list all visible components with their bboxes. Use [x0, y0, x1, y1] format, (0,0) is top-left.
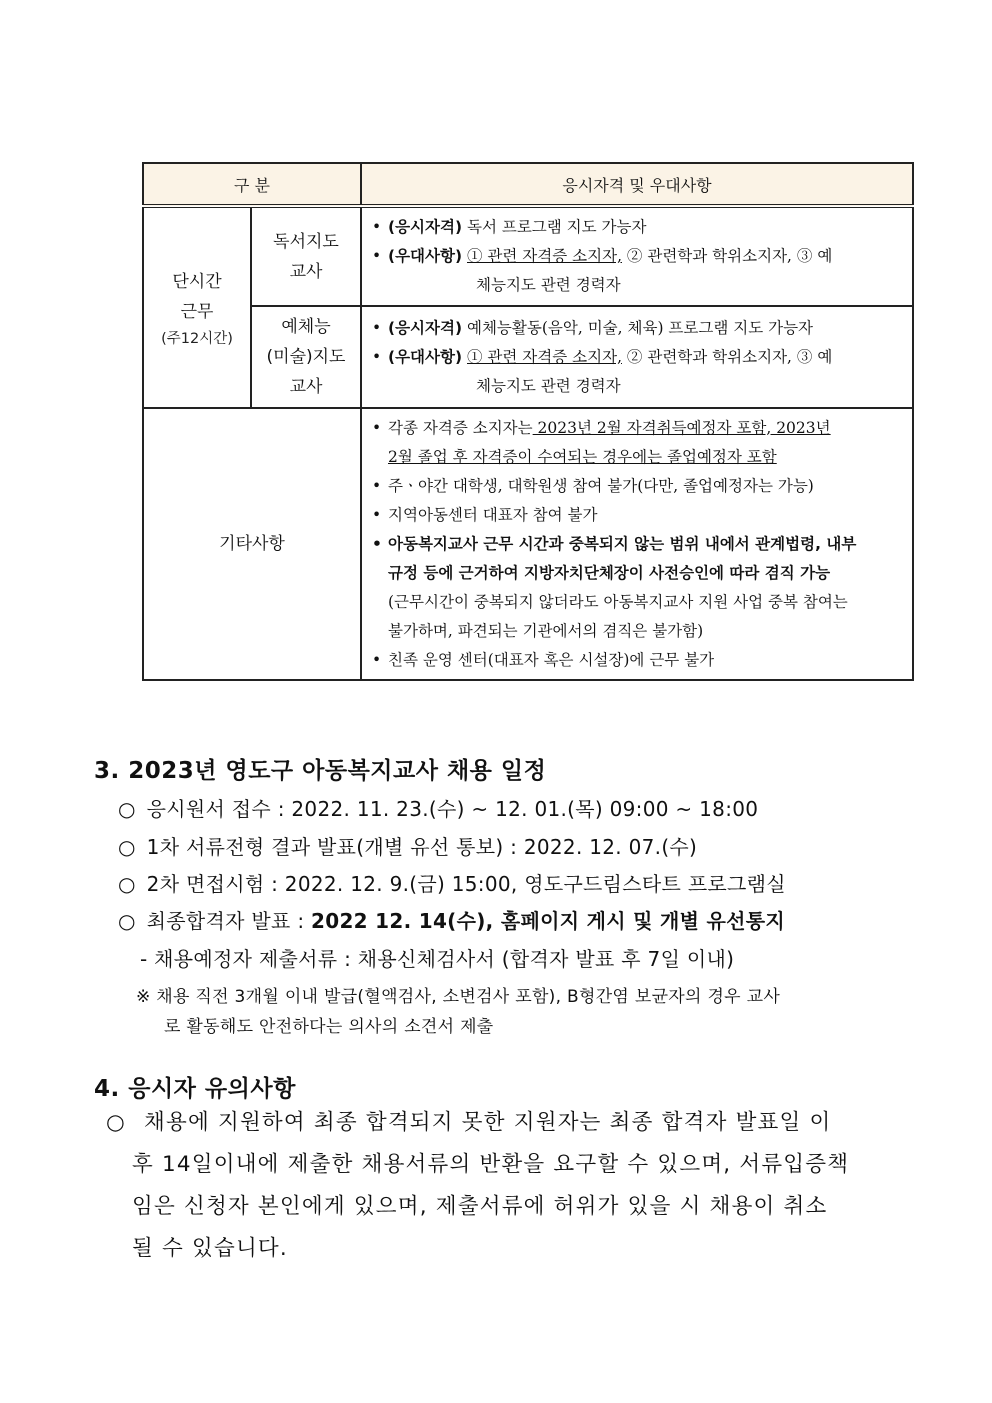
table-header-row	[143, 163, 913, 206]
schedule-item-bold: 2022 12. 14(수), 홈페이지 게시 및 개별 유선통지	[311, 909, 785, 933]
list-item-continuation: 규정 등에 근거하여 지방자치단체장이 사전승인에 따라 겸직 가능	[388, 563, 831, 582]
group-label-cell	[143, 206, 251, 408]
notice-line3: 임은 신청자 본인에게 있으며, 제출서류에 허위가 있을 시 채용이 취소	[132, 1194, 828, 1219]
qualification-cell-reading	[361, 206, 913, 306]
qualification-cell-arts	[361, 306, 913, 408]
qual-text: 독서 프로그램 지도 가능자	[462, 218, 647, 236]
note-text: 채용 직전 3개월 이내 발급(혈액검사, 소변검사 포함), B형간염 보균자의 경우 교사	[156, 987, 781, 1007]
other-b1-underlined1: 2023년 2월 자격취득예정자 포함, 2023년	[532, 418, 831, 437]
circle-bullet-icon: ○	[118, 797, 136, 821]
pref-label: (우대사항)	[388, 347, 463, 366]
list-item: • 주ㆍ야간 대학생, 대학원생 참여 불가(다만, 졸업예정자는 가능)	[370, 472, 904, 501]
role-name-line1: 예체능	[281, 317, 331, 337]
pref-continuation: 체능지도 관련 경력자	[476, 276, 621, 294]
circle-bullet-icon: ○	[118, 909, 136, 933]
pref-rest: ② 관련학과 학위소지자, ③ 예	[622, 247, 833, 265]
schedule-item-text: 1차 서류전형 결과 발표(개별 유선 통보) : 2022. 12. 07.(수)	[146, 835, 698, 859]
schedule-item-text: 최종합격자 발표 :	[146, 909, 312, 933]
pref-continuation: 체능지도 관련 경력자	[476, 376, 621, 395]
other-details-cell	[361, 408, 913, 680]
header-category: 구 분	[143, 163, 361, 206]
pref-underlined: ① 관련 자격증 소지자,	[467, 347, 622, 366]
role-cell-reading	[251, 206, 361, 306]
table-row	[143, 408, 913, 680]
list-item	[370, 213, 904, 242]
circle-bullet-icon: ○	[106, 1110, 126, 1135]
qual-label: (응시자격)	[388, 318, 463, 337]
pref-underlined: ① 관련 자격증 소지자,	[467, 247, 622, 265]
schedule-item	[118, 831, 697, 860]
role-name-line2: (미술)지도	[266, 347, 346, 367]
schedule-item	[118, 793, 758, 822]
group-label-note: (주12시간)	[161, 331, 233, 347]
schedule-item-text: 응시원서 접수 : 2022. 11. 23.(수) ~ 12. 01.(목) 09:00 ~ 18:00	[146, 797, 759, 821]
list-item-continuation	[370, 443, 904, 472]
schedule-item	[118, 905, 785, 934]
role-cell-arts	[251, 306, 361, 408]
list-item	[370, 343, 904, 372]
schedule-item-text: 2차 면접시험 : 2022. 12. 9.(금) 15:00, 영도구드림스타트 프로그램실	[146, 872, 786, 896]
header-qualification: 응시자격 및 우대사항	[361, 163, 913, 206]
notice-line2: 후 14일이내에 제출한 채용서류의 반환을 요구할 수 있으며, 서류입증책	[132, 1152, 850, 1177]
section4-title: 4. 응시자 유의사항	[94, 1076, 296, 1102]
other-label-cell	[143, 408, 361, 680]
role-name-line3: 교사	[289, 377, 323, 397]
pref-label: (우대사항)	[388, 247, 463, 265]
note-line2: 로 활동해도 안전하다는 의사의 소견서 제출	[164, 1017, 494, 1037]
role-name-line1: 독서지도	[273, 231, 339, 252]
other-label: 기타사항	[219, 534, 285, 554]
qual-text: 예체능활동(음악, 미술, 체육) 프로그램 지도 가능자	[462, 318, 814, 337]
group-label-line1: 단시간	[172, 272, 222, 292]
qualification-table	[142, 162, 914, 681]
group-label-line2: 근무	[180, 302, 214, 322]
circle-bullet-icon: ○	[118, 872, 136, 896]
list-item: • 아동복지교사 근무 시간과 중복되지 않는 범위 내에서 관계법령, 내부	[370, 530, 904, 559]
other-note-line2: 불가하며, 파견되는 기관에서의 겸직은 불가함)	[388, 621, 704, 640]
table-row	[143, 206, 913, 306]
note-line1	[136, 982, 780, 1007]
qual-label: (응시자격)	[388, 218, 463, 236]
list-item	[370, 242, 904, 271]
notice-text: 채용에 지원하여 최종 합격되지 못한 지원자는 최종 합격자 발표일 이	[144, 1110, 832, 1135]
notice-line1	[106, 1105, 832, 1136]
note-mark: ※	[136, 987, 151, 1007]
notice-line4: 될 수 있습니다.	[132, 1236, 288, 1261]
list-item: • 지역아동센터 대표자 참여 불가	[370, 501, 904, 530]
list-item	[370, 314, 904, 343]
table-row	[143, 306, 913, 408]
section3-title: 3. 2023년 영도구 아동복지교사 채용 일정	[94, 758, 547, 784]
list-item: • 친족 운영 센터(대표자 혹은 시설장)에 근무 불가	[370, 646, 904, 675]
other-note-line1: (근무시간이 중복되지 않더라도 아동복지교사 지원 사업 중복 참여는	[388, 592, 848, 611]
list-item	[370, 414, 904, 443]
pref-rest: ② 관련학과 학위소지자, ③ 예	[622, 347, 833, 366]
circle-bullet-icon: ○	[118, 835, 136, 859]
role-name-line2: 교사	[289, 261, 323, 282]
other-b1-pre: 각종 자격증 소지자는	[388, 418, 533, 437]
other-b1-underlined2: 2월 졸업 후 자격증이 수여되는 경우에는 졸업예정자 포함	[388, 447, 777, 466]
schedule-item	[118, 868, 786, 897]
document-requirement: - 채용예정자 제출서류 : 채용신체검사서 (합격자 발표 후 7일 이내)	[140, 947, 735, 971]
